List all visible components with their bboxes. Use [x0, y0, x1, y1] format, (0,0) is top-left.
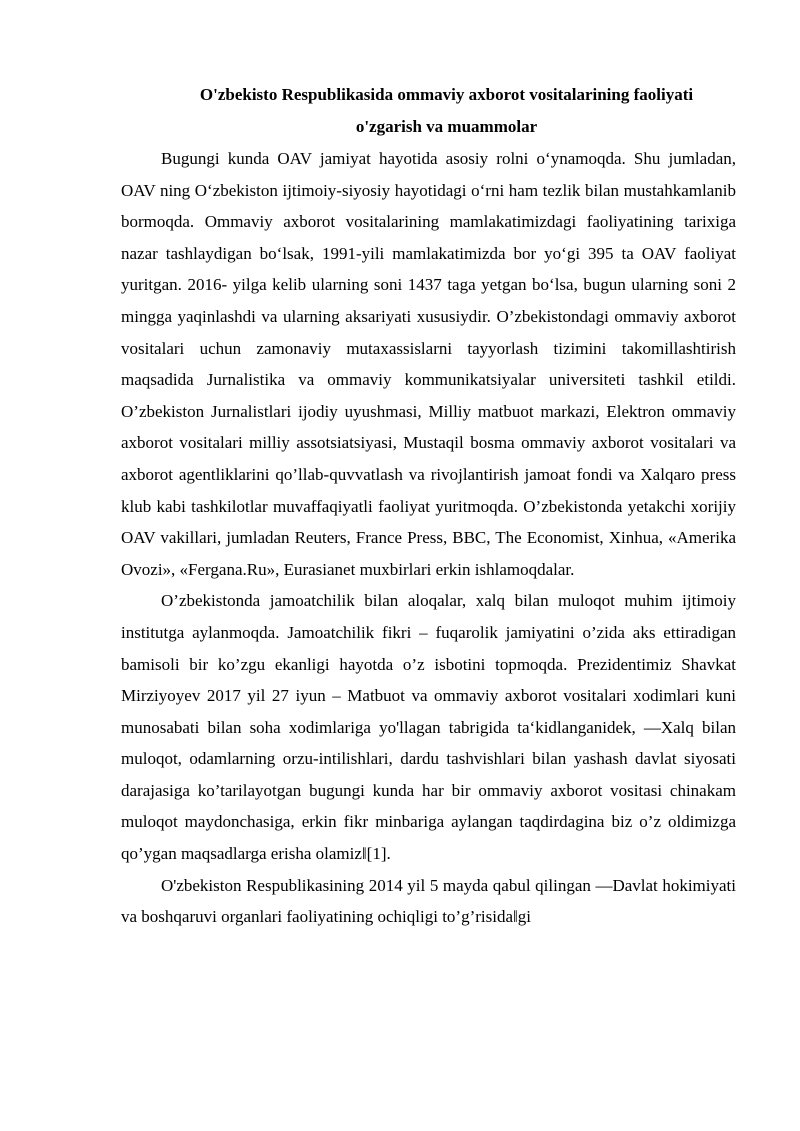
- document-page: [121, 79, 736, 933]
- document-title-line-2: o'zgarish va muammolar: [355, 117, 538, 136]
- document-title: [121, 79, 736, 143]
- paragraph-public-dialogue: O’zbekistonda jamoatchilik bilan aloqalar, xalq bilan muloqot muhim ijtimoiy institutga aylanmoqda. Jamoatchilik fikri – fuqarolik jamiyatini o’zida aks ettiradigan bamisoli bir ko’zgu ekanligi hayotda o’z isbotini topmoqda. Prezidentimiz Shavkat Mirziyoyev 2017 yil 27 iyun – Matbuot va ommaviy axborot vositalari xodimlari kuni munosabati bilan soha xodimlariga yo'llagan tabrigida ta‘kidlanganidek, ―Xalq bilan muloqot, odamlarning orzu-intilishlari, dardu tashvishlari bilan yashash davlat siyosati darajasiga ko’tarilayotgan bugungi kunda har bir ommaviy axborot vositasi chinakam muloqot maydonchasiga, erkin fikr minbariga aylangan taqdirdagina biz o’z oldimizga qo’ygan maqsadlarga erisha olamiz‖[1].: [121, 591, 736, 864]
- document-title-line-1: O'zbekisto Respublikasida ommaviy axborot vositalarining faoliyati: [199, 85, 694, 104]
- paragraph-media-overview: Bugungi kunda OAV jamiyat hayotida asosiy rolni o‘ynamoqda. Shu jumladan, OAV ning O‘zbekiston ijtimoiy-siyosiy hayotidagi o‘rni ham tezlik bilan mustahkamlanib bormoqda. Ommaviy axborot vositalarining mamlakatimizdagi faoliyatining tarixiga nazar tashlaydigan bo‘lsak, 1991-yili mamlakatimizda bor yo‘gi 395 ta OAV faoliyat yuritgan. 2016- yilga kelib ularning soni 1437 taga yetgan bo‘lsa, bugun ularning soni 2 mingga yaqinlashdi va ularning aksariyati xususiydir. O’zbekistondagi ommaviy axborot vositalari uchun zamonaviy mutaxassislarni tayyorlash tizimini takomillashtirish maqsadida Jurnalistika va ommaviy kommunikatsiyalar universiteti tashkil etildi. O’zbekiston Jurnalistlari ijodiy uyushmasi, Milliy matbuot markazi, Elektron ommaviy axborot vositalari milliy assotsiatsiyasi, Mustaqil bosma ommaviy axborot vositalari va axborot agentliklarini qo’llab-quvvatlash va rivojlantirish jamoat fondi va Xalqaro press klub kabi tashkilotlar muvaffaqiyatli faoliyat yuritmoqda. O’zbekistonda yetakchi xorijiy OAV vakillari, jumladan Reuters, France Press, BBC, The Economist, Xinhua, «Amerika Ovozi», «Fergana.Ru», Eurasianet muxbirlari erkin ishlamoqdalar.: [121, 149, 736, 579]
- paragraph-openness-law: O'zbekiston Respublikasining 2014 yil 5 mayda qabul qilingan ―Davlat hokimiyati va boshqaruvi organlari faoliyatining ochiqligi to’g’risida‖gi: [121, 875, 736, 927]
